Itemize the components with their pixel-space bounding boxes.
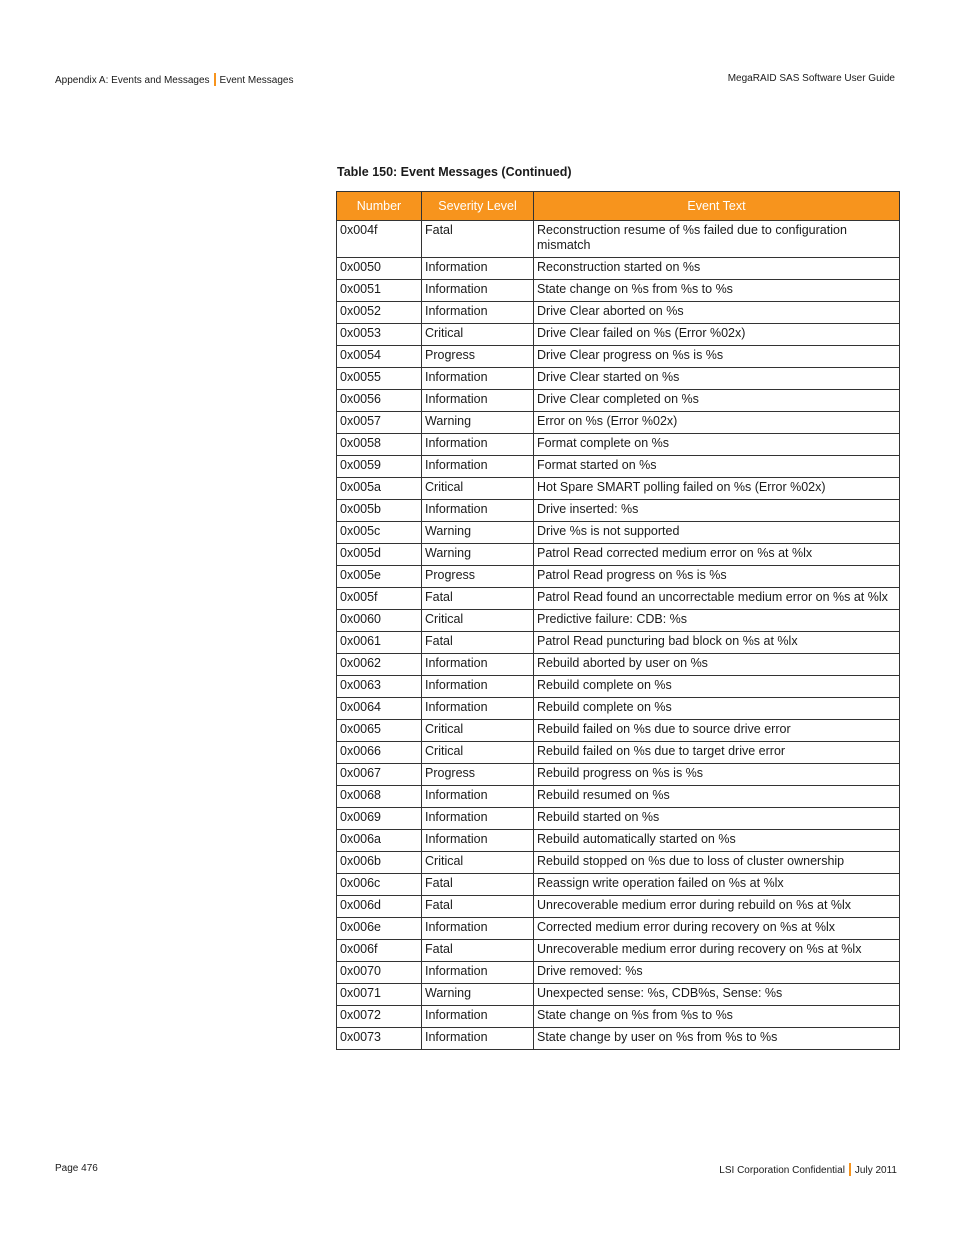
cell-severity: Warning: [422, 984, 534, 1006]
cell-event-text: Rebuild automatically started on %s: [534, 830, 900, 852]
cell-event-text: Rebuild failed on %s due to source drive error: [534, 720, 900, 742]
cell-number: 0x0050: [337, 258, 422, 280]
cell-severity: Critical: [422, 610, 534, 632]
table-row: [337, 390, 900, 412]
page-header-right: MegaRAID SAS Software User Guide: [727, 73, 895, 84]
table-row: [337, 302, 900, 324]
table-row: [337, 280, 900, 302]
cell-event-text: Rebuild aborted by user on %s: [534, 654, 900, 676]
cell-number: 0x0067: [337, 764, 422, 786]
cell-severity: Critical: [422, 478, 534, 500]
cell-event-text: Rebuild progress on %s is %s: [534, 764, 900, 786]
event-messages-table: [336, 191, 900, 1050]
table-row: [337, 830, 900, 852]
cell-number: 0x005d: [337, 544, 422, 566]
cell-severity: Information: [422, 456, 534, 478]
cell-severity: Information: [422, 962, 534, 984]
footer-confidential: LSI Corporation Confidential: [719, 1165, 845, 1176]
cell-number: 0x005a: [337, 478, 422, 500]
cell-event-text: State change by user on %s from %s to %s: [534, 1028, 900, 1050]
cell-number: 0x006e: [337, 918, 422, 940]
table-header-row: [337, 192, 900, 221]
cell-event-text: Rebuild failed on %s due to target drive error: [534, 742, 900, 764]
cell-number: 0x0053: [337, 324, 422, 346]
cell-severity: Information: [422, 654, 534, 676]
table-row: [337, 742, 900, 764]
cell-severity: Fatal: [422, 940, 534, 962]
header-chapter: Appendix A: Events and Messages: [55, 75, 210, 86]
cell-event-text: Rebuild stopped on %s due to loss of cluster ownership: [534, 852, 900, 874]
cell-severity: Information: [422, 368, 534, 390]
column-header-event-text: Event Text: [534, 192, 900, 221]
cell-severity: Progress: [422, 566, 534, 588]
cell-event-text: Hot Spare SMART polling failed on %s (Error %02x): [534, 478, 900, 500]
cell-number: 0x0062: [337, 654, 422, 676]
cell-severity: Fatal: [422, 632, 534, 654]
cell-number: 0x0065: [337, 720, 422, 742]
cell-event-text: Unrecoverable medium error during rebuild on %s at %lx: [534, 896, 900, 918]
cell-event-text: Patrol Read puncturing bad block on %s at %lx: [534, 632, 900, 654]
cell-number: 0x0055: [337, 368, 422, 390]
cell-number: 0x0064: [337, 698, 422, 720]
cell-number: 0x0058: [337, 434, 422, 456]
cell-severity: Information: [422, 302, 534, 324]
cell-event-text: Patrol Read found an uncorrectable medium error on %s at %lx: [534, 588, 900, 610]
cell-event-text: Reconstruction resume of %s failed due to configuration mismatch: [534, 221, 900, 258]
table-row: [337, 324, 900, 346]
cell-severity: Information: [422, 918, 534, 940]
column-header-number: Number: [337, 192, 422, 221]
cell-number: 0x0063: [337, 676, 422, 698]
cell-number: 0x0068: [337, 786, 422, 808]
cell-event-text: Drive inserted: %s: [534, 500, 900, 522]
table-row: [337, 522, 900, 544]
column-header-severity: Severity Level: [422, 192, 534, 221]
cell-severity: Information: [422, 786, 534, 808]
cell-number: 0x0054: [337, 346, 422, 368]
page-footer-right: [719, 1163, 897, 1176]
cell-event-text: Reassign write operation failed on %s at %lx: [534, 874, 900, 896]
table-row: [337, 852, 900, 874]
cell-number: 0x0071: [337, 984, 422, 1006]
cell-severity: Information: [422, 808, 534, 830]
cell-number: 0x006b: [337, 852, 422, 874]
cell-severity: Information: [422, 280, 534, 302]
table-row: [337, 1028, 900, 1050]
table-row: [337, 434, 900, 456]
cell-event-text: Patrol Read corrected medium error on %s at %lx: [534, 544, 900, 566]
table-row: [337, 896, 900, 918]
cell-severity: Information: [422, 258, 534, 280]
cell-severity: Information: [422, 500, 534, 522]
table-row: [337, 786, 900, 808]
footer-separator: [849, 1163, 851, 1176]
cell-event-text: Drive Clear progress on %s is %s: [534, 346, 900, 368]
cell-severity: Critical: [422, 324, 534, 346]
cell-event-text: Error on %s (Error %02x): [534, 412, 900, 434]
cell-number: 0x0070: [337, 962, 422, 984]
cell-severity: Information: [422, 1028, 534, 1050]
cell-number: 0x005c: [337, 522, 422, 544]
cell-severity: Progress: [422, 764, 534, 786]
cell-event-text: Unexpected sense: %s, CDB%s, Sense: %s: [534, 984, 900, 1006]
table-row: [337, 221, 900, 258]
cell-severity: Fatal: [422, 874, 534, 896]
cell-number: 0x0072: [337, 1006, 422, 1028]
cell-severity: Information: [422, 1006, 534, 1028]
cell-event-text: Unrecoverable medium error during recovery on %s at %lx: [534, 940, 900, 962]
cell-event-text: Rebuild started on %s: [534, 808, 900, 830]
cell-number: 0x0066: [337, 742, 422, 764]
header-section: Event Messages: [219, 75, 294, 86]
footer-date: July 2011: [854, 1165, 897, 1176]
cell-event-text: Drive Clear completed on %s: [534, 390, 900, 412]
table-row: [337, 808, 900, 830]
table-row: [337, 478, 900, 500]
cell-event-text: Rebuild resumed on %s: [534, 786, 900, 808]
cell-event-text: Drive Clear aborted on %s: [534, 302, 900, 324]
cell-event-text: Format started on %s: [534, 456, 900, 478]
cell-event-text: Drive Clear started on %s: [534, 368, 900, 390]
table-row: [337, 962, 900, 984]
cell-severity: Information: [422, 390, 534, 412]
cell-event-text: Reconstruction started on %s: [534, 258, 900, 280]
cell-event-text: Predictive failure: CDB: %s: [534, 610, 900, 632]
table-row: [337, 940, 900, 962]
cell-severity: Information: [422, 434, 534, 456]
cell-severity: Critical: [422, 720, 534, 742]
cell-number: 0x005b: [337, 500, 422, 522]
cell-severity: Warning: [422, 544, 534, 566]
table-row: [337, 874, 900, 896]
cell-number: 0x0057: [337, 412, 422, 434]
cell-severity: Warning: [422, 412, 534, 434]
cell-event-text: Patrol Read progress on %s is %s: [534, 566, 900, 588]
cell-event-text: Rebuild complete on %s: [534, 676, 900, 698]
cell-event-text: Drive %s is not supported: [534, 522, 900, 544]
table-row: [337, 346, 900, 368]
table-row: [337, 412, 900, 434]
cell-event-text: Format complete on %s: [534, 434, 900, 456]
cell-event-text: Drive removed: %s: [534, 962, 900, 984]
table-row: [337, 258, 900, 280]
cell-number: 0x0051: [337, 280, 422, 302]
table-row: [337, 918, 900, 940]
cell-severity: Warning: [422, 522, 534, 544]
cell-event-text: State change on %s from %s to %s: [534, 280, 900, 302]
cell-severity: Progress: [422, 346, 534, 368]
table-row: [337, 456, 900, 478]
table-caption: Table 150: Event Messages (Continued): [337, 165, 572, 179]
cell-severity: Information: [422, 698, 534, 720]
table-row: [337, 566, 900, 588]
cell-number: 0x004f: [337, 221, 422, 258]
table-row: [337, 632, 900, 654]
cell-number: 0x0059: [337, 456, 422, 478]
cell-severity: Fatal: [422, 588, 534, 610]
table-row: [337, 676, 900, 698]
cell-number: 0x006a: [337, 830, 422, 852]
cell-number: 0x005e: [337, 566, 422, 588]
table-row: [337, 610, 900, 632]
cell-event-text: Corrected medium error during recovery on %s at %lx: [534, 918, 900, 940]
table-row: [337, 500, 900, 522]
cell-number: 0x006f: [337, 940, 422, 962]
page-number: Page 476: [55, 1163, 98, 1174]
cell-severity: Critical: [422, 852, 534, 874]
table-row: [337, 698, 900, 720]
table-row: [337, 764, 900, 786]
table-row: [337, 1006, 900, 1028]
cell-number: 0x005f: [337, 588, 422, 610]
cell-number: 0x0056: [337, 390, 422, 412]
cell-severity: Fatal: [422, 221, 534, 258]
cell-event-text: Rebuild complete on %s: [534, 698, 900, 720]
table-row: [337, 984, 900, 1006]
cell-number: 0x006d: [337, 896, 422, 918]
cell-number: 0x0061: [337, 632, 422, 654]
cell-severity: Information: [422, 676, 534, 698]
cell-event-text: Drive Clear failed on %s (Error %02x): [534, 324, 900, 346]
table-row: [337, 588, 900, 610]
cell-event-text: State change on %s from %s to %s: [534, 1006, 900, 1028]
cell-number: 0x0073: [337, 1028, 422, 1050]
header-separator: [214, 73, 216, 86]
cell-number: 0x0060: [337, 610, 422, 632]
cell-number: 0x0052: [337, 302, 422, 324]
cell-severity: Fatal: [422, 896, 534, 918]
table-row: [337, 720, 900, 742]
table-row: [337, 654, 900, 676]
cell-severity: Information: [422, 830, 534, 852]
page-header-left: [55, 73, 293, 86]
cell-severity: Critical: [422, 742, 534, 764]
table-row: [337, 368, 900, 390]
cell-number: 0x006c: [337, 874, 422, 896]
cell-number: 0x0069: [337, 808, 422, 830]
table-row: [337, 544, 900, 566]
